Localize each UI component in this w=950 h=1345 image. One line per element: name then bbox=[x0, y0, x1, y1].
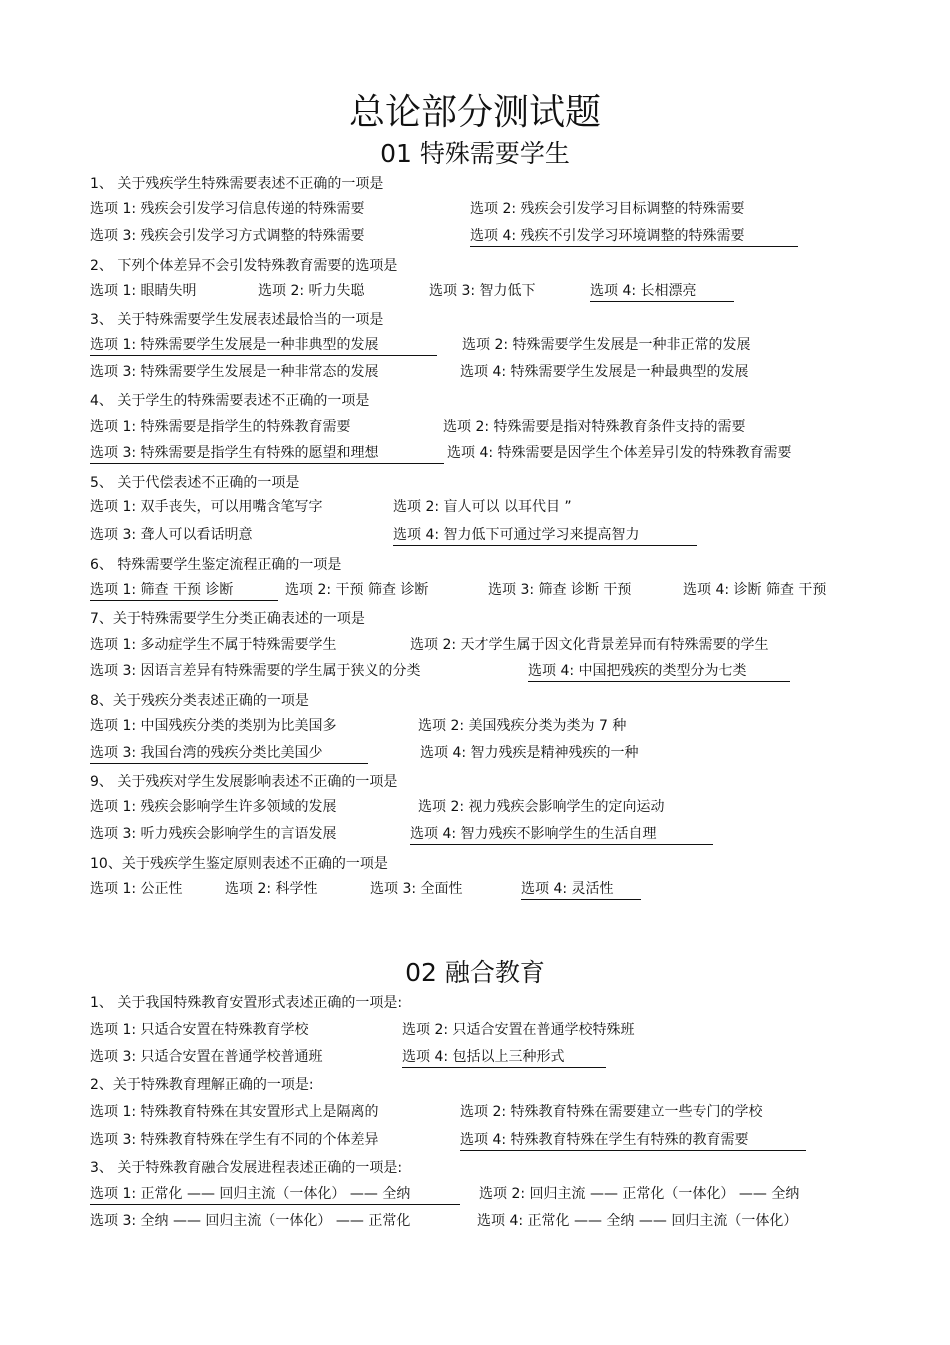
q4-option-3-answer: 选项 3: 特殊需要是指学生有特殊的愿望和理想 bbox=[90, 444, 444, 464]
question-2: 2、 下列个体差异不会引发特殊教育需要的选项是 bbox=[90, 258, 398, 274]
q5-option-3: 选项 3: 聋人可以看话明意 bbox=[90, 527, 253, 543]
q10-option-2: 选项 2: 科学性 bbox=[225, 881, 318, 897]
q1-option-1: 选项 1: 残疾会引发学习信息传递的特殊需要 bbox=[90, 201, 365, 217]
q7-option-3: 选项 3: 因语言差异有特殊需要的学生属于狭义的分类 bbox=[90, 663, 421, 679]
q5-option-1: 选项 1: 双手丧失，可以用嘴含笔写字 bbox=[90, 499, 323, 515]
question-4: 4、 关于学生的特殊需要表述不正确的一项是 bbox=[90, 393, 370, 409]
s2-q1-option-3: 选项 3: 只适合安置在普通学校普通班 bbox=[90, 1049, 323, 1065]
s2-q1-option-2: 选项 2: 只适合安置在普通学校特殊班 bbox=[402, 1022, 635, 1038]
q4-option-4: 选项 4: 特殊需要是因学生个体差异引发的特殊教育需要 bbox=[447, 445, 792, 461]
question-5: 5、 关于代偿表述不正确的一项是 bbox=[90, 475, 300, 491]
q8-option-3-answer: 选项 3: 我国台湾的残疾分类比美国少 bbox=[90, 744, 368, 764]
question-3: 3、 关于特殊需要学生发展表述最恰当的一项是 bbox=[90, 312, 384, 328]
q10-option-4-answer: 选项 4: 灵活性 bbox=[521, 880, 641, 900]
question-6: 6、 特殊需要学生鉴定流程正确的一项是 bbox=[90, 557, 342, 573]
question-1: 1、 关于残疾学生特殊需要表述不正确的一项是 bbox=[90, 176, 384, 192]
q7-option-4-answer: 选项 4: 中国把残疾的类型分为七类 bbox=[528, 662, 790, 682]
q3-option-3: 选项 3: 特殊需要学生发展是一种非常态的发展 bbox=[90, 364, 379, 380]
q1-option-2: 选项 2: 残疾会引发学习目标调整的特殊需要 bbox=[470, 201, 745, 217]
question-10: 10、关于残疾学生鉴定原则表述不正确的一项是 bbox=[90, 856, 388, 872]
question-9: 9、 关于残疾对学生发展影响表述不正确的一项是 bbox=[90, 774, 398, 790]
s2-q2-option-1: 选项 1: 特殊教育特殊在其安置形式上是隔离的 bbox=[90, 1104, 379, 1120]
q5-option-2: 选项 2: 盲人可以 以耳代目 ” bbox=[393, 499, 572, 515]
question-8: 8、关于残疾分类表述正确的一项是 bbox=[90, 693, 309, 709]
q9-option-2: 选项 2: 视力残疾会影响学生的定向运动 bbox=[418, 799, 665, 815]
page-title: 总论部分测试题 bbox=[348, 92, 601, 133]
q5-option-4-answer: 选项 4: 智力低下可通过学习来提高智力 bbox=[393, 526, 697, 546]
s2-q2-option-4-answer: 选项 4: 特殊教育特殊在学生有特殊的教育需要 bbox=[460, 1131, 806, 1151]
q3-option-1-answer: 选项 1: 特殊需要学生发展是一种非典型的发展 bbox=[90, 336, 437, 356]
q6-option-4: 选项 4: 诊断 筛查 干预 bbox=[683, 582, 827, 598]
q7-option-1: 选项 1: 多动症学生不属于特殊需要学生 bbox=[90, 637, 337, 653]
q2-option-1: 选项 1: 眼睛失明 bbox=[90, 283, 197, 299]
q2-option-4-answer: 选项 4: 长相漂亮 bbox=[590, 282, 734, 302]
q10-option-1: 选项 1: 公正性 bbox=[90, 881, 183, 897]
q6-option-1-answer: 选项 1: 筛查 干预 诊断 bbox=[90, 581, 278, 601]
s2-q3-option-3: 选项 3: 全纳 —— 回归主流（一体化） —— 正常化 bbox=[90, 1213, 411, 1229]
q9-option-1: 选项 1: 残疾会影响学生许多领域的发展 bbox=[90, 799, 337, 815]
q4-option-1: 选项 1: 特殊需要是指学生的特殊教育需要 bbox=[90, 419, 351, 435]
q3-option-4: 选项 4: 特殊需要学生发展是一种最典型的发展 bbox=[460, 364, 749, 380]
q6-option-3: 选项 3: 筛查 诊断 干预 bbox=[488, 582, 632, 598]
q3-option-2: 选项 2: 特殊需要学生发展是一种非正常的发展 bbox=[462, 337, 751, 353]
s2-q2-option-3: 选项 3: 特殊教育特殊在学生有不同的个体差异 bbox=[90, 1132, 379, 1148]
s2-q3-option-4: 选项 4: 正常化 —— 全纳 —— 回归主流（一体化） bbox=[477, 1213, 798, 1229]
s2-q3-option-2: 选项 2: 回归主流 —— 正常化（一体化） —— 全纳 bbox=[479, 1186, 800, 1202]
q8-option-1: 选项 1: 中国残疾分类的类别为比美国多 bbox=[90, 718, 337, 734]
s2-q2-option-2: 选项 2: 特殊教育特殊在需要建立一些专门的学校 bbox=[460, 1104, 763, 1120]
question-7: 7、关于特殊需要学生分类正确表述的一项是 bbox=[90, 611, 365, 627]
s2-question-1: 1、 关于我国特殊教育安置形式表述正确的一项是: bbox=[90, 995, 403, 1011]
s2-q3-option-1-answer: 选项 1: 正常化 —— 回归主流（一体化） —— 全纳 bbox=[90, 1185, 460, 1205]
s2-question-2: 2、关于特殊教育理解正确的一项是: bbox=[90, 1077, 314, 1093]
q9-option-4-answer: 选项 4: 智力残疾不影响学生的生活自理 bbox=[410, 825, 713, 845]
q9-option-3: 选项 3: 听力残疾会影响学生的言语发展 bbox=[90, 826, 337, 842]
s2-q1-option-4-answer: 选项 4: 包括以上三种形式 bbox=[402, 1048, 606, 1068]
section-heading-2: 02 融合教育 bbox=[405, 958, 545, 987]
s2-q1-option-1: 选项 1: 只适合安置在特殊教育学校 bbox=[90, 1022, 309, 1038]
q7-option-2: 选项 2: 天才学生属于因文化背景差异而有特殊需要的学生 bbox=[410, 637, 769, 653]
q1-option-4-answer: 选项 4: 残疾不引发学习环境调整的特殊需要 bbox=[470, 227, 798, 247]
q2-option-2: 选项 2: 听力失聪 bbox=[258, 283, 365, 299]
q10-option-3: 选项 3: 全面性 bbox=[370, 881, 463, 897]
q2-option-3: 选项 3: 智力低下 bbox=[429, 283, 536, 299]
q8-option-2: 选项 2: 美国残疾分类为类为 7 种 bbox=[418, 718, 627, 734]
s2-question-3: 3、 关于特殊教育融合发展进程表述正确的一项是: bbox=[90, 1160, 403, 1176]
q6-option-2: 选项 2: 干预 筛查 诊断 bbox=[285, 582, 429, 598]
q4-option-2: 选项 2: 特殊需要是指对特殊教育条件支持的需要 bbox=[443, 419, 746, 435]
section-heading-1: 01 特殊需要学生 bbox=[380, 139, 570, 168]
q8-option-4: 选项 4: 智力残疾是精神残疾的一种 bbox=[420, 745, 639, 761]
q1-option-3: 选项 3: 残疾会引发学习方式调整的特殊需要 bbox=[90, 228, 365, 244]
